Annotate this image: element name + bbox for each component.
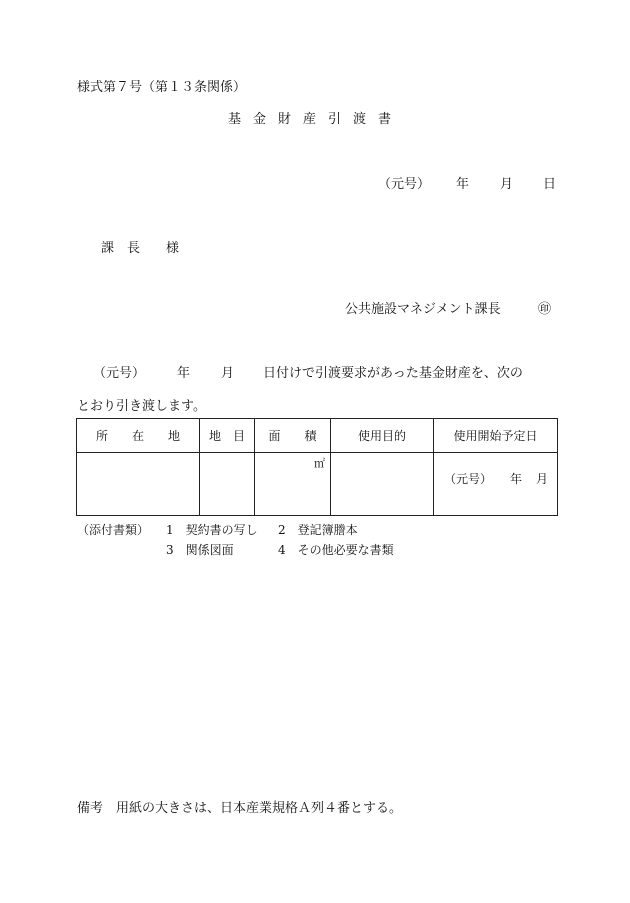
date-day: 日 bbox=[543, 177, 557, 192]
body-line1-rest: 日付けで引渡要求があった基金財産を、次の bbox=[263, 366, 523, 381]
cell-start-date[interactable] bbox=[434, 453, 558, 516]
form-label: 様式第７号（第１３条関係） bbox=[77, 80, 247, 95]
issuer-name: 公共施設マネジメント課長 bbox=[345, 302, 501, 317]
footer-note: 備考 用紙の大きさは、日本産業規格Ａ列４番とする。 bbox=[77, 801, 403, 816]
property-table bbox=[76, 418, 557, 516]
date-year: 年 bbox=[456, 177, 470, 192]
body-month: 月 bbox=[221, 366, 235, 381]
header-start-date: 使用開始予定日 bbox=[434, 419, 558, 453]
date-month: 月 bbox=[500, 177, 514, 192]
table-row bbox=[77, 453, 558, 516]
body-era: （元号） bbox=[93, 366, 146, 381]
date-era: （元号） bbox=[378, 177, 431, 192]
cell-purpose[interactable] bbox=[331, 453, 434, 516]
header-purpose: 使用目的 bbox=[331, 419, 434, 453]
header-land-category: 地 目 bbox=[200, 419, 255, 453]
attachment-item: 2 登記簿謄本 bbox=[278, 523, 358, 537]
body-year: 年 bbox=[177, 366, 191, 381]
start-year: 年 bbox=[510, 472, 523, 486]
cell-area[interactable] bbox=[255, 453, 331, 516]
attachments-label: （添付書類） bbox=[77, 523, 150, 537]
attachment-item: 1 契約書の写し bbox=[166, 523, 258, 537]
header-area: 面 積 bbox=[255, 419, 331, 453]
cell-land-category[interactable] bbox=[200, 453, 255, 516]
area-unit: ㎡ bbox=[314, 457, 325, 470]
header-location: 所 在 地 bbox=[77, 419, 200, 453]
body-line2: とおり引き渡します。 bbox=[77, 399, 206, 414]
attachment-item: 3 関係図面 bbox=[166, 543, 234, 557]
document-title: 基金財産引渡書 bbox=[228, 112, 404, 127]
seal-mark: ㊞ bbox=[538, 302, 552, 317]
recipient: 課 長 様 bbox=[101, 241, 180, 256]
attachment-item: 4 その他必要な書類 bbox=[278, 543, 394, 557]
cell-location[interactable] bbox=[77, 453, 200, 516]
table-header-row bbox=[77, 419, 558, 453]
start-month: 月 bbox=[536, 472, 549, 486]
start-era: （元号） bbox=[444, 472, 493, 486]
